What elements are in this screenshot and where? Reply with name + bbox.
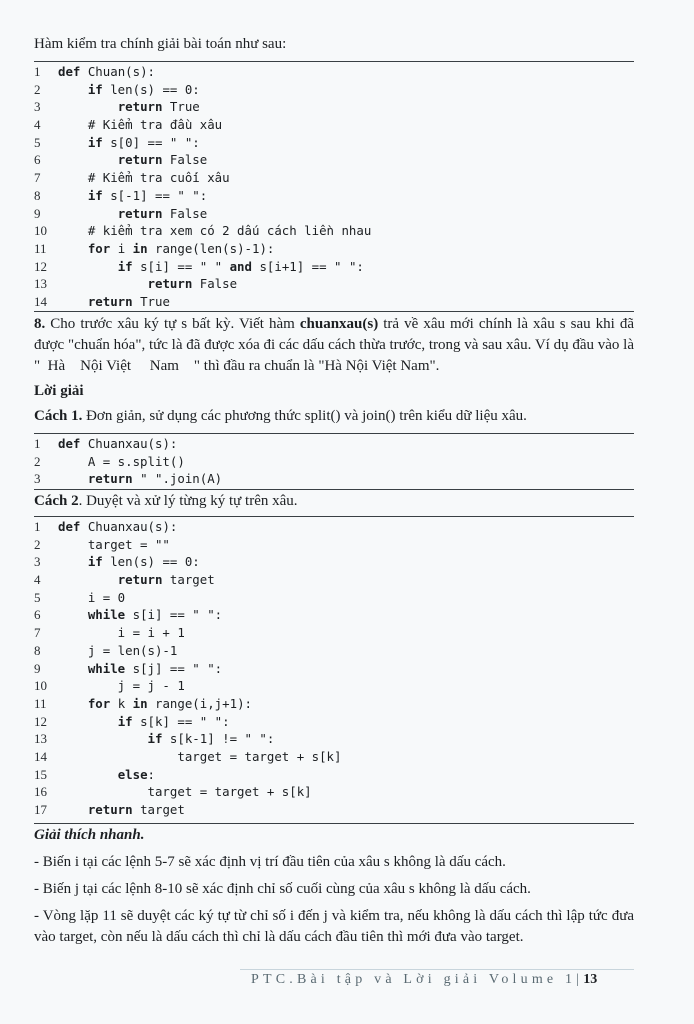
line-number: 14: [34, 293, 47, 309]
method-1-text: Đơn giản, sử dụng các phương thức split() và join() trên kiểu dữ liệu xâu.: [82, 408, 527, 424]
code-text: if s[0] == " ":: [87, 134, 200, 150]
code-line: [34, 222, 371, 240]
method-1: [34, 406, 527, 427]
code-line: [34, 553, 341, 571]
code-block-chuan: [34, 63, 371, 311]
line-number: 9: [34, 205, 41, 221]
line-number: 8: [34, 642, 41, 658]
explanation-item: - Biến i tại các lệnh 5-7 sẽ xác định vị trí đầu tiên của xâu s không là dấu cách.: [34, 854, 506, 870]
line-number: 3: [34, 471, 41, 487]
code-text: return True: [87, 293, 170, 309]
code-text: return " ".join(A): [87, 471, 223, 487]
code-line: [34, 63, 371, 81]
code-text: # kiểm tra xem có 2 dấu cách liền nhau: [58, 223, 372, 239]
code-line: [34, 713, 341, 731]
code-text: target = target + s[k]: [58, 748, 342, 764]
line-number: 4: [34, 117, 41, 133]
code-line: [34, 518, 341, 536]
line-number: 6: [34, 607, 41, 623]
code-text: if s[k] == " ":: [117, 713, 230, 729]
page-number: 13: [583, 972, 598, 987]
code-line: [34, 293, 371, 311]
line-number: 7: [34, 625, 41, 641]
code-text: i = i + 1: [58, 625, 185, 641]
line-number: 10: [34, 678, 47, 694]
line-number: 14: [34, 748, 47, 764]
code-rule-bottom: [34, 489, 634, 490]
code-text: return False: [117, 205, 208, 221]
line-number: 1: [34, 436, 41, 451]
code-text: while s[j] == " ":: [87, 660, 223, 676]
code-text: j = len(s)-1: [58, 642, 178, 658]
code-line: [34, 169, 371, 187]
problem-number: 8.: [34, 316, 46, 332]
code-text: for i in range(len(s)-1):: [87, 240, 275, 256]
code-text: i = 0: [58, 589, 126, 605]
code-rule-bottom: [34, 823, 634, 824]
code-text: return False: [147, 276, 238, 292]
code-rule-top: [34, 61, 634, 62]
code-line: [34, 571, 341, 589]
code-rule-top: [34, 433, 634, 434]
code-line: [34, 435, 222, 453]
code-line: [34, 730, 341, 748]
code-text: for k in range(i,j+1):: [87, 695, 252, 711]
code-line: [34, 536, 341, 554]
code-text: return target: [117, 572, 215, 588]
line-number: 13: [34, 731, 47, 747]
code-line: [34, 98, 371, 116]
code-block-method-1: [34, 435, 222, 488]
code-text: if s[-1] == " ":: [87, 187, 208, 203]
page-footer: [251, 972, 597, 988]
code-text: target = target + s[k]: [58, 784, 312, 800]
code-text: # Kiểm tra cuối xâu: [58, 170, 230, 186]
code-text: else:: [117, 766, 155, 782]
line-number: 17: [34, 802, 47, 817]
problem-8: [34, 314, 638, 377]
problem-text-after: trả về xâu mới chính là xâu s sau khi đã được "chuẩn hóa", tức là đã được xóa đi các dấu cách thừa trước, trong và sau xâu. Ví dụ đầu vào là " Hà Nội Việt Nam " thì đầu ra chuẩn là "Hà Nội Việt Nam".: [34, 316, 638, 374]
method-2: [34, 491, 298, 512]
explanation-item: - Vòng lặp 11 sẽ duyệt các ký tự từ chỉ số i đến j và kiểm tra, nếu không là dấu cách thì lập tức đưa vào target, còn nếu là dấu cách thì chỉ là dấu cách đầu tiên thì mới đưa vào target.: [34, 908, 634, 945]
explanation-item: - Biến j tại các lệnh 8-10 sẽ xác định chỉ số cuối cùng của xâu s không là dấu cách.: [34, 881, 531, 897]
code-text: if s[i] == " " and s[i+1] == " ":: [117, 258, 364, 274]
code-line: [34, 677, 341, 695]
code-line: [34, 116, 371, 134]
code-text: return target: [87, 802, 185, 817]
code-line: [34, 453, 222, 471]
method-2-text: . Duyệt và xử lý từng ký tự trên xâu.: [78, 493, 298, 509]
line-number: 8: [34, 187, 41, 203]
line-number: 7: [34, 170, 41, 186]
code-line: [34, 205, 371, 223]
function-name: chuanxau(s): [299, 316, 379, 332]
line-number: 2: [34, 81, 41, 97]
code-line: [34, 275, 371, 293]
line-number: 9: [34, 660, 41, 676]
method-1-label: Cách 1.: [34, 408, 83, 424]
line-number: 1: [34, 64, 41, 79]
line-number: 5: [34, 589, 41, 605]
code-text: # Kiểm tra đầu xâu: [58, 117, 223, 133]
code-text: return False: [117, 152, 208, 168]
intro-text: Hàm kiểm tra chính giải bài toán như sau:: [34, 36, 287, 52]
explanation-heading: Giải thích nhanh.: [34, 827, 145, 843]
code-line: [34, 134, 371, 152]
line-number: 10: [34, 223, 47, 239]
line-number: 3: [34, 99, 41, 115]
footer-title: PTC.Bài tập và Lời giải Volume 1|: [251, 972, 584, 987]
code-line: [34, 624, 341, 642]
code-text: j = j - 1: [58, 678, 185, 694]
code-text: if s[k-1] != " ":: [147, 731, 275, 747]
code-line: [34, 187, 371, 205]
line-number: 16: [34, 784, 47, 800]
code-line: [34, 240, 371, 258]
code-line: [34, 470, 222, 488]
footer-rule: [240, 969, 634, 970]
code-text: def Chuan(s):: [58, 64, 155, 79]
code-line: [34, 258, 371, 276]
line-number: 12: [34, 258, 47, 274]
line-number: 2: [34, 536, 41, 552]
code-line: [34, 81, 371, 99]
code-rule-bottom: [34, 311, 634, 312]
code-line: [34, 801, 341, 819]
code-text: if len(s) == 0:: [87, 81, 200, 97]
code-line: [34, 642, 341, 660]
code-line: [34, 660, 341, 678]
line-number: 6: [34, 152, 41, 168]
code-line: [34, 766, 341, 784]
code-rule-top: [34, 516, 634, 517]
code-line: [34, 748, 341, 766]
code-text: def Chuanxau(s):: [58, 436, 178, 451]
code-line: [34, 695, 341, 713]
method-2-label: Cách 2: [34, 493, 79, 509]
code-text: while s[i] == " ":: [87, 607, 223, 623]
line-number: 4: [34, 572, 41, 588]
code-block-method-2: [34, 518, 341, 819]
code-line: [34, 783, 341, 801]
line-number: 11: [34, 695, 47, 711]
code-text: A = s.split(): [58, 453, 185, 469]
line-number: 15: [34, 766, 47, 782]
problem-text-before: Cho trước xâu ký tự s bất kỳ. Viết hàm: [45, 316, 300, 332]
line-number: 12: [34, 713, 47, 729]
code-line: [34, 589, 341, 607]
code-text: return True: [117, 99, 200, 115]
code-text: def Chuanxau(s):: [58, 519, 178, 534]
line-number: 2: [34, 453, 41, 469]
code-text: if len(s) == 0:: [87, 554, 200, 570]
line-number: 1: [34, 519, 41, 534]
code-line: [34, 151, 371, 169]
line-number: 11: [34, 240, 47, 256]
line-number: 5: [34, 134, 41, 150]
code-text: target = "": [58, 536, 170, 552]
line-number: 3: [34, 554, 41, 570]
code-line: [34, 606, 341, 624]
solution-heading: Lời giải: [34, 383, 84, 399]
line-number: 13: [34, 276, 47, 292]
